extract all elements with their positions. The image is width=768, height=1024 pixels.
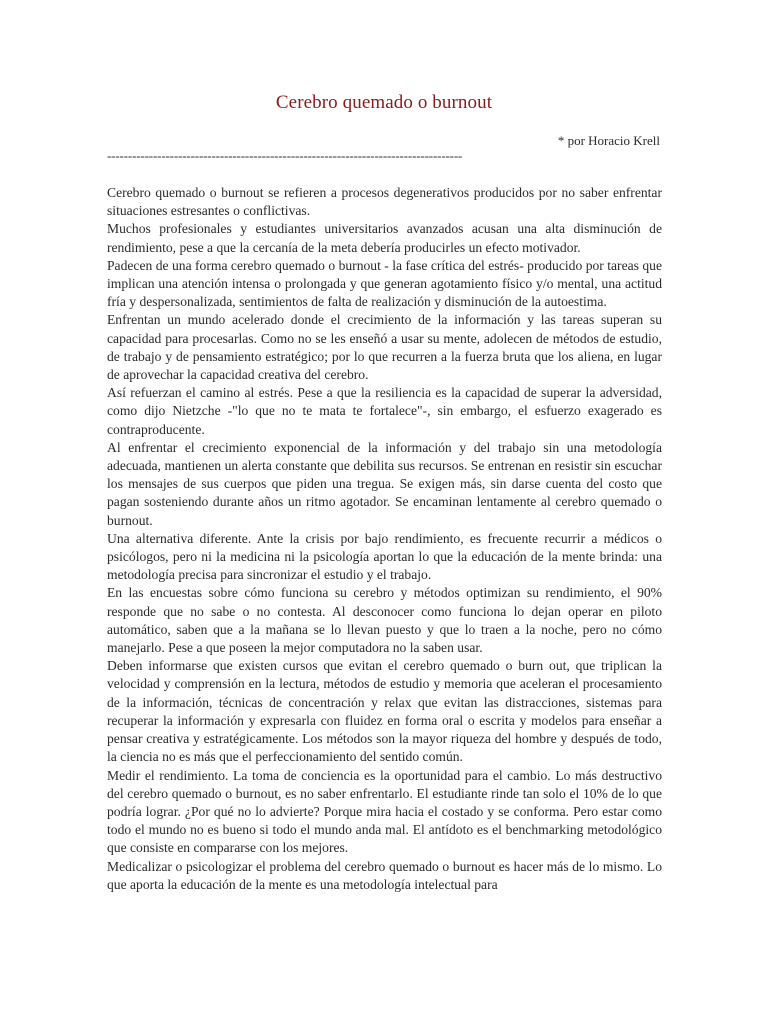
- paragraph: Enfrentan un mundo acelerado donde el crecimiento de la información y las tareas superan su capacidad para procesarlas. Como no se les enseñó a usar su mente, adolecen de métodos de estudio, de trabajo y de pensamiento estratégico; por lo que recurren a la fuerza bruta que los aliena, en lugar de aprovechar la capacidad creativa del cerebro.: [107, 312, 662, 383]
- paragraph: Una alternativa diferente. Ante la crisis por bajo rendimiento, es frecuente recurrir a médicos o psicólogos, pero ni la medicina ni la psicología aportan lo que la educación de la mente brinda: una metodología precisa para sincronizar el estudio y el trabajo.: [107, 530, 662, 583]
- paragraph: Padecen de una forma cerebro quemado o burnout - la fase crítica del estrés- producido por tareas que implican una atención intensa o prolongada y que generan agotamiento físico y/o mental, una actitud fría y despersonalizada, sentimientos de falta de realización y disminución de la autoestima.: [107, 257, 662, 310]
- article-body: [107, 184, 662, 894]
- paragraph: Deben informarse que existen cursos que evitan el cerebro quemado o burn out, que triplican la velocidad y comprensión en la lectura, métodos de estudio y memoria que aceleran el procesamiento de la información, técnicas de concentración y relax que evitan las distracciones, sistemas para recuperar la información y expresarla con fluidez en forma oral o escrita y modelos para enseñar a pensar creativa y estratégicamente. Los métodos son la mayor riqueza del hombre y después de todo, la ciencia no es más que el perfeccionamiento del sentido común.: [107, 658, 662, 765]
- paragraph: Al enfrentar el crecimiento exponencial de la información y del trabajo sin una metodología adecuada, mantienen un alerta constante que debilita sus recursos. Se entrenan en resistir sin escuchar los mensajes de sus cuerpos que piden una tregua. Se exigen más, sin darse cuenta del costo que pagan sosteniendo durante años un ritmo agotador. Se encaminan lentamente al cerebro quemado o burnout.: [107, 439, 662, 528]
- author-byline: * por Horacio Krell: [557, 133, 660, 148]
- paragraph: Medicalizar o psicologizar el problema del cerebro quemado o burnout es hacer más de lo mismo. Lo que aporta la educación de la mente es una metodología intelectual para: [107, 858, 662, 892]
- paragraph: Cerebro quemado o burnout se refieren a procesos degenerativos producidos por no saber enfrentar situaciones estresantes o conflictivas.: [107, 185, 662, 219]
- paragraph: Medir el rendimiento. La toma de conciencia es la oportunidad para el cambio. Lo más destructivo del cerebro quemado o burnout, es no saber enfrentarlo. El estudiante rinde tan solo el 10% de lo que podría lograr. ¿Por qué no lo advierte? Porque mira hacia el costado y se conforma. Pero estar como todo el mundo no es bueno si todo el mundo anda mal. El antídoto es el benchmarking metodológico que consiste en compararse con los mejores.: [107, 767, 662, 856]
- dashed-separator: -------------------------------------------------------------------------------------: [107, 148, 463, 163]
- paragraph: Así refuerzan el camino al estrés. Pese a que la resiliencia es la capacidad de superar la adversidad, como dijo Nietzche -"lo que no te mata te fortalece"-, sin embargo, el esfuerzo exagerado es contraproducente.: [107, 385, 662, 437]
- document-title: Cerebro quemado o burnout: [275, 92, 493, 113]
- paragraph: En las encuestas sobre cómo funciona su cerebro y métodos optimizan su rendimiento, el 90% responde que no sabe o no contesta. Al desconocer como funciona lo dejan operar en piloto automático, saben que a la mañana se lo llevan puesto y que lo traen a la noche, pero no cómo manejarlo. Pese a que poseen la mejor computadora no la saben usar.: [107, 585, 662, 656]
- paragraph: Muchos profesionales y estudiantes universitarios avanzados acusan una alta disminución de rendimiento, pese a que la cercanía de la meta debería producirles un efecto motivador.: [107, 221, 662, 255]
